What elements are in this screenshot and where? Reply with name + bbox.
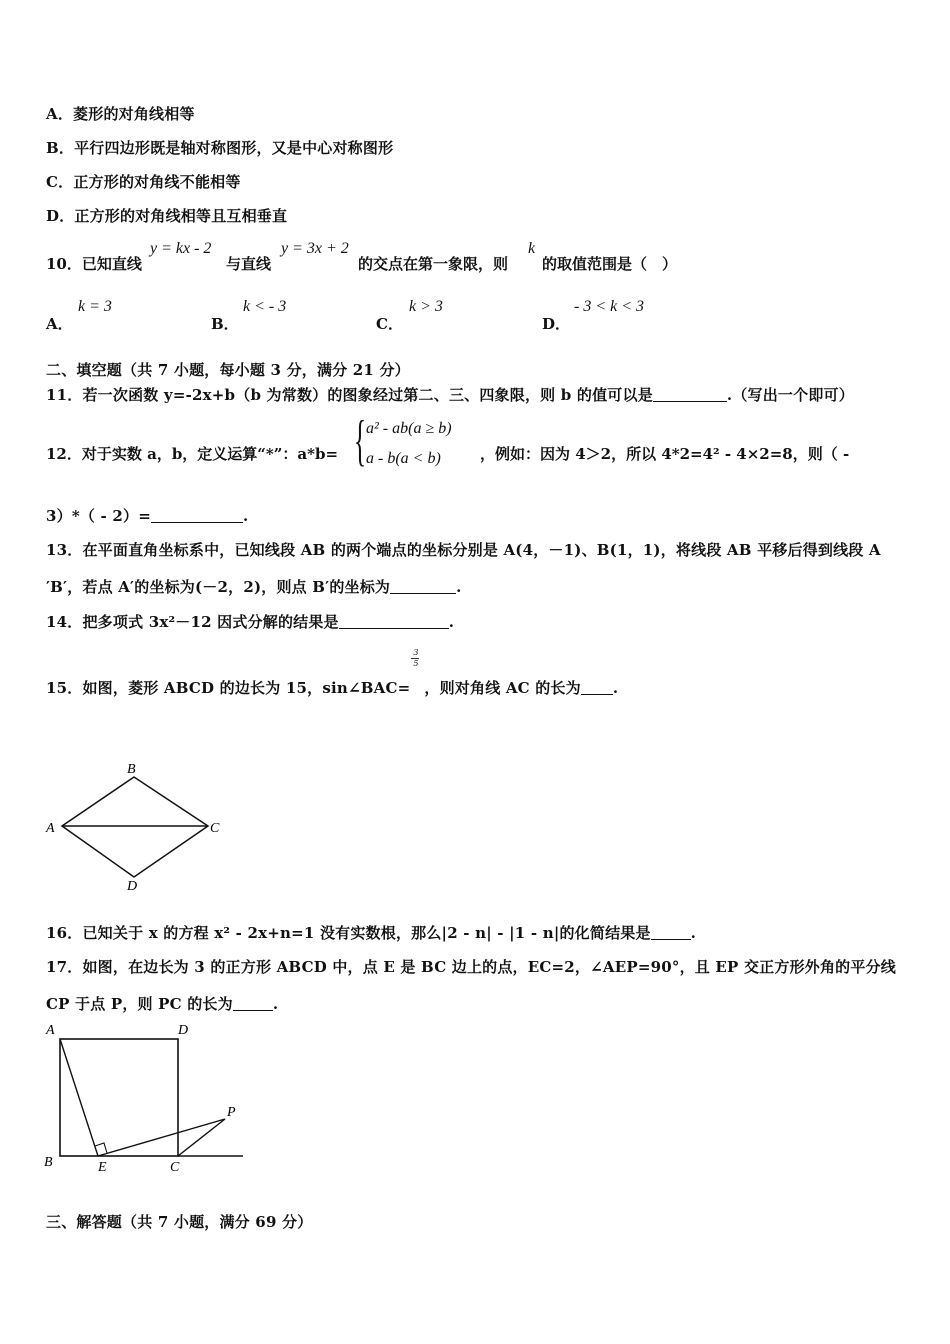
q15-answer-blank[interactable] — [581, 680, 613, 695]
q12-line2-end: . — [242, 507, 249, 525]
label-p: P — [227, 1105, 236, 1120]
q13-line2-text: ′B′，若点 A′的坐标为(－2，2)，则点 B′的坐标为 — [46, 578, 391, 596]
q16-text: 16．已知关于 x 的方程 x² - 2x+n=1 没有实数根，那么|2 - n| - |1 - n|的化简结果是 — [46, 924, 651, 942]
q11-text: 11．若一次函数 y=-2x+b（b 为常数）的图象经过第二、三、四象限，则 b 的值可以是 — [46, 386, 653, 404]
q12-line2-text: 3）*（ - 2）= — [46, 507, 151, 525]
question-16 — [46, 922, 696, 943]
q10-prefix: 10．已知直线 — [46, 255, 142, 273]
q13-answer-blank[interactable] — [390, 579, 456, 594]
rhombus-figure — [40, 755, 230, 900]
q15-end: . — [612, 679, 619, 697]
question-15 — [46, 648, 619, 698]
label-a: A — [46, 1023, 55, 1038]
q14-text: 14．把多项式 3x²－12 因式分解的结果是 — [46, 613, 339, 631]
label-b: B — [127, 762, 136, 777]
q16-answer-blank[interactable] — [651, 925, 691, 940]
question-11 — [46, 384, 854, 405]
q10-option-d-math: - 3 < k < 3 — [574, 298, 645, 315]
q13-line2-end: . — [456, 578, 462, 596]
label-b: B — [44, 1155, 53, 1170]
q10-option-d-label: D． — [542, 315, 571, 333]
q10-option-b-label: B． — [211, 315, 239, 333]
q15-text: 15．如图，菱形 ABCD 的边长为 15，sin∠BAC= — [46, 679, 411, 697]
question-17-line-1: 17．如图，在边长为 3 的正方形 ABCD 中，点 E 是 BC 边上的点，EC=2，∠AEP=90°，且 EP 交正方形外角的平分线 — [46, 958, 896, 976]
q17-answer-blank[interactable] — [233, 996, 273, 1011]
q12-brace: { — [354, 410, 367, 472]
q10-option-c-label: C． — [376, 315, 403, 333]
q10-mid: 与直线 — [226, 255, 272, 273]
q15-fraction — [410, 648, 424, 693]
segment-ep — [98, 1119, 225, 1156]
q15-frac-den: 5 — [413, 659, 419, 668]
rhombus-outline — [62, 777, 208, 877]
q10-eq1: y = kx - 2 — [150, 240, 212, 257]
q9-option-a: A．菱形的对角线相等 — [46, 105, 195, 123]
label-d: D — [127, 879, 138, 894]
q10-suffix2: 的取值范围是（ ） — [542, 255, 678, 273]
question-17-line-2 — [46, 993, 278, 1014]
question-13-line-2 — [46, 576, 462, 597]
label-e: E — [98, 1160, 107, 1175]
q10-option-a-math: k = 3 — [78, 298, 112, 315]
section-2-title: 二、填空题（共 7 小题，每小题 3 分，满分 21 分） — [46, 361, 410, 379]
q14-end: . — [448, 613, 455, 631]
q17-end: . — [272, 995, 279, 1013]
question-13-line-1: 13．在平面直角坐标系中，已知线段 AB 的两个端点的坐标分别是 A(4，－1)、B(1，1)，将线段 AB 平移后得到线段 A — [46, 541, 881, 559]
segment-ae — [60, 1039, 98, 1156]
square-figure — [40, 1018, 250, 1178]
q10-option-b-math: k < - 3 — [243, 298, 287, 315]
label-c: C — [210, 821, 220, 836]
segment-cp — [178, 1119, 225, 1156]
q10-eq2: y = 3x + 2 — [281, 240, 349, 257]
q17-line2-text: CP 于点 P，则 PC 的长为 — [46, 995, 233, 1013]
q15-frac-num: 3 — [413, 648, 419, 657]
section-3-title: 三、解答题（共 7 小题，满分 69 分） — [46, 1213, 313, 1231]
q9-option-c: C．正方形的对角线不能相等 — [46, 173, 241, 191]
q12-case-1: a² - ab(a ≥ b) — [366, 420, 452, 437]
q14-answer-blank[interactable] — [339, 614, 449, 629]
label-d: D — [178, 1023, 189, 1038]
q11-answer-blank[interactable] — [653, 387, 727, 402]
label-a: A — [46, 821, 55, 836]
q9-option-d: D．正方形的对角线相等且互相垂直 — [46, 207, 288, 225]
q10-option-c-math: k > 3 — [409, 298, 443, 315]
q9-option-b: B．平行四边形既是轴对称图形，又是中心对称图形 — [46, 139, 394, 157]
q12-answer-blank[interactable] — [151, 508, 243, 523]
question-12-line-2 — [46, 505, 248, 526]
question-14 — [46, 611, 454, 632]
q15-text-after: ，则对角线 AC 的长为 — [424, 679, 581, 697]
q12-case-2: a - b(a < b) — [366, 450, 441, 467]
q11-text-after: .（写出一个即可） — [726, 386, 854, 404]
q10-suffix1: 的交点在第一象限，则 — [358, 255, 509, 273]
q16-end: . — [690, 924, 697, 942]
q12-text: 12．对于实数 a，b，定义运算“*”：a*b= — [46, 445, 339, 463]
q10-k: k — [528, 240, 536, 257]
label-c: C — [170, 1160, 180, 1175]
q10-option-a-label: A． — [46, 315, 73, 333]
q12-text-after: ，例如：因为 4＞2，所以 4*2=4² - 4×2=8，则（ - — [480, 445, 850, 463]
